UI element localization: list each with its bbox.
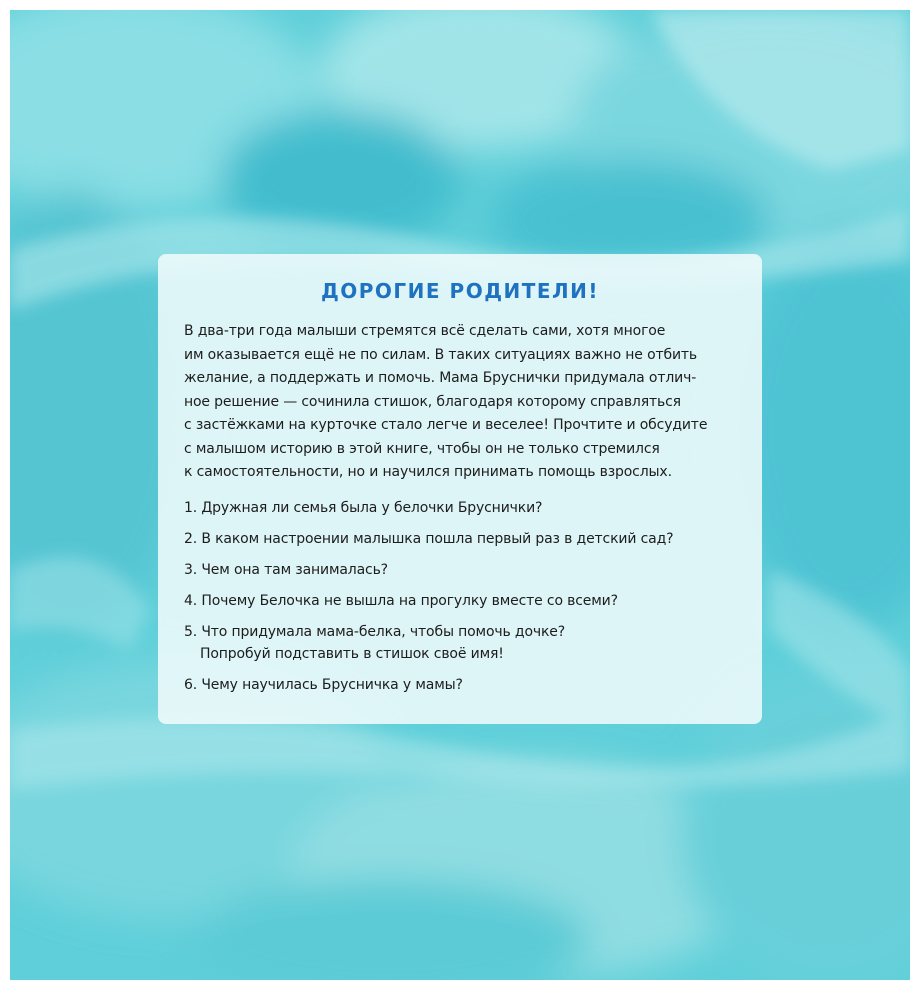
- question-item: [184, 590, 736, 612]
- intro-paragraph: [184, 320, 736, 485]
- question-item: [184, 497, 736, 519]
- question-item: [184, 559, 736, 581]
- parents-note-card: [158, 254, 762, 724]
- question-line: Попробуй подставить в стишок своё имя!: [200, 645, 504, 662]
- question-item: [184, 621, 736, 665]
- intro-line: им оказывается ещё не по силам. В таких ситуациях важно не отбить: [184, 346, 698, 363]
- page: [10, 10, 910, 980]
- question-line: 3. Чем она там занималась?: [184, 561, 388, 578]
- card-title: ДОРОГИЕ РОДИТЕЛИ!: [320, 279, 600, 303]
- question-line: 5. Что придумала мама-белка, чтобы помочь дочке?: [184, 623, 566, 640]
- intro-line: В два-три года малыши стремятся всё сделать сами, хотя многое: [184, 323, 666, 339]
- intro-line: с малышом историю в этой книге, чтобы он не только стремился: [184, 440, 660, 457]
- question-line: 4. Почему Белочка не вышла на прогулку вместе со всеми?: [184, 592, 618, 609]
- question-line: 2. В каком настроении малышка пошла первый раз в детский сад?: [184, 530, 674, 547]
- question-line: 6. Чему научилась Брусничка у мамы?: [184, 676, 463, 693]
- question-line: 1. Дружная ли семья была у белочки Бруснички?: [184, 499, 543, 516]
- question-item: [184, 674, 736, 696]
- intro-line: желание, а поддержать и помочь. Мама Бруснички придумала отлич-: [184, 370, 697, 386]
- intro-line: ное решение — сочинила стишок, благодаря которому справляться: [184, 393, 681, 410]
- question-item: [184, 528, 736, 550]
- intro-line: к самостоятельности, но и научился принимать помощь взрослых.: [184, 464, 672, 480]
- intro-line: с застёжками на курточке стало легче и веселее! Прочтите и обсудите: [184, 417, 708, 433]
- questions-list: [184, 497, 736, 696]
